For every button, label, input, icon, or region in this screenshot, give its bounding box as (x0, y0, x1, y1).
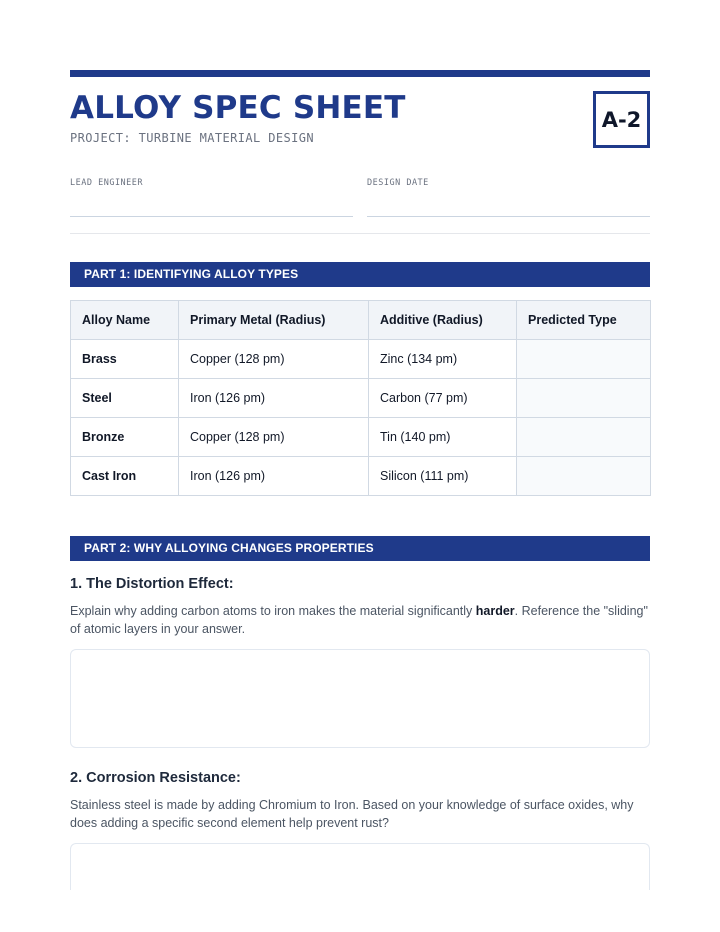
lead-engineer-field[interactable] (70, 216, 353, 217)
question-2-answer-box[interactable] (70, 843, 650, 890)
page-title: ALLOY SPEC SHEET (70, 90, 406, 126)
additive-cell: Zinc (134 pm) (369, 340, 517, 379)
predicted-type-input[interactable] (517, 340, 651, 379)
primary-metal-cell: Copper (128 pm) (179, 418, 369, 457)
primary-metal-cell: Copper (128 pm) (179, 340, 369, 379)
alloy-name-cell: Brass (71, 340, 179, 379)
question-1-text-end: . Reference the "sliding" of atomic layers in your answer. (70, 604, 648, 636)
additive-cell: Tin (140 pm) (369, 418, 517, 457)
alloy-table (70, 300, 651, 496)
header-accent-bar (70, 70, 650, 77)
question-2-title: 2. Corrosion Resistance: (70, 770, 241, 786)
alloy-name-cell: Bronze (71, 418, 179, 457)
predicted-type-input[interactable] (517, 457, 651, 496)
predicted-type-input[interactable] (517, 379, 651, 418)
part2-heading: PART 2: WHY ALLOYING CHANGES PROPERTIES (70, 536, 650, 561)
design-date-field[interactable] (367, 216, 650, 217)
column-header: Primary Metal (Radius) (179, 301, 369, 340)
additive-cell: Carbon (77 pm) (369, 379, 517, 418)
column-header: Additive (Radius) (369, 301, 517, 340)
table-row (71, 340, 651, 379)
table-row (71, 457, 651, 496)
alloy-name-cell: Cast Iron (71, 457, 179, 496)
sheet-code-badge: A-2 (593, 91, 650, 148)
table-row (71, 418, 651, 457)
part1-heading: PART 1: IDENTIFYING ALLOY TYPES (70, 262, 650, 287)
project-subtitle: PROJECT: TURBINE MATERIAL DESIGN (70, 131, 314, 145)
column-header: Predicted Type (517, 301, 651, 340)
predicted-type-input[interactable] (517, 418, 651, 457)
table-header-row (71, 301, 651, 340)
question-1-prompt (70, 602, 650, 638)
alloy-name-cell: Steel (71, 379, 179, 418)
question-2-prompt: Stainless steel is made by adding Chromium to Iron. Based on your knowledge of surface oxides, why does adding a specific second element help prevent rust? (70, 798, 634, 830)
question-1-text-start: Explain why adding carbon atoms to iron makes the material significantly (70, 604, 476, 618)
table-row (71, 379, 651, 418)
design-date-label: DESIGN DATE (367, 178, 429, 188)
lead-engineer-label: LEAD ENGINEER (70, 178, 144, 188)
primary-metal-cell: Iron (126 pm) (179, 457, 369, 496)
column-header: Alloy Name (71, 301, 179, 340)
additive-cell: Silicon (111 pm) (369, 457, 517, 496)
question-1-answer-box[interactable] (70, 649, 650, 748)
question-1-emphasis: harder (475, 604, 515, 618)
primary-metal-cell: Iron (126 pm) (179, 379, 369, 418)
header-divider (70, 233, 650, 234)
question-1-title: 1. The Distortion Effect: (70, 576, 234, 592)
